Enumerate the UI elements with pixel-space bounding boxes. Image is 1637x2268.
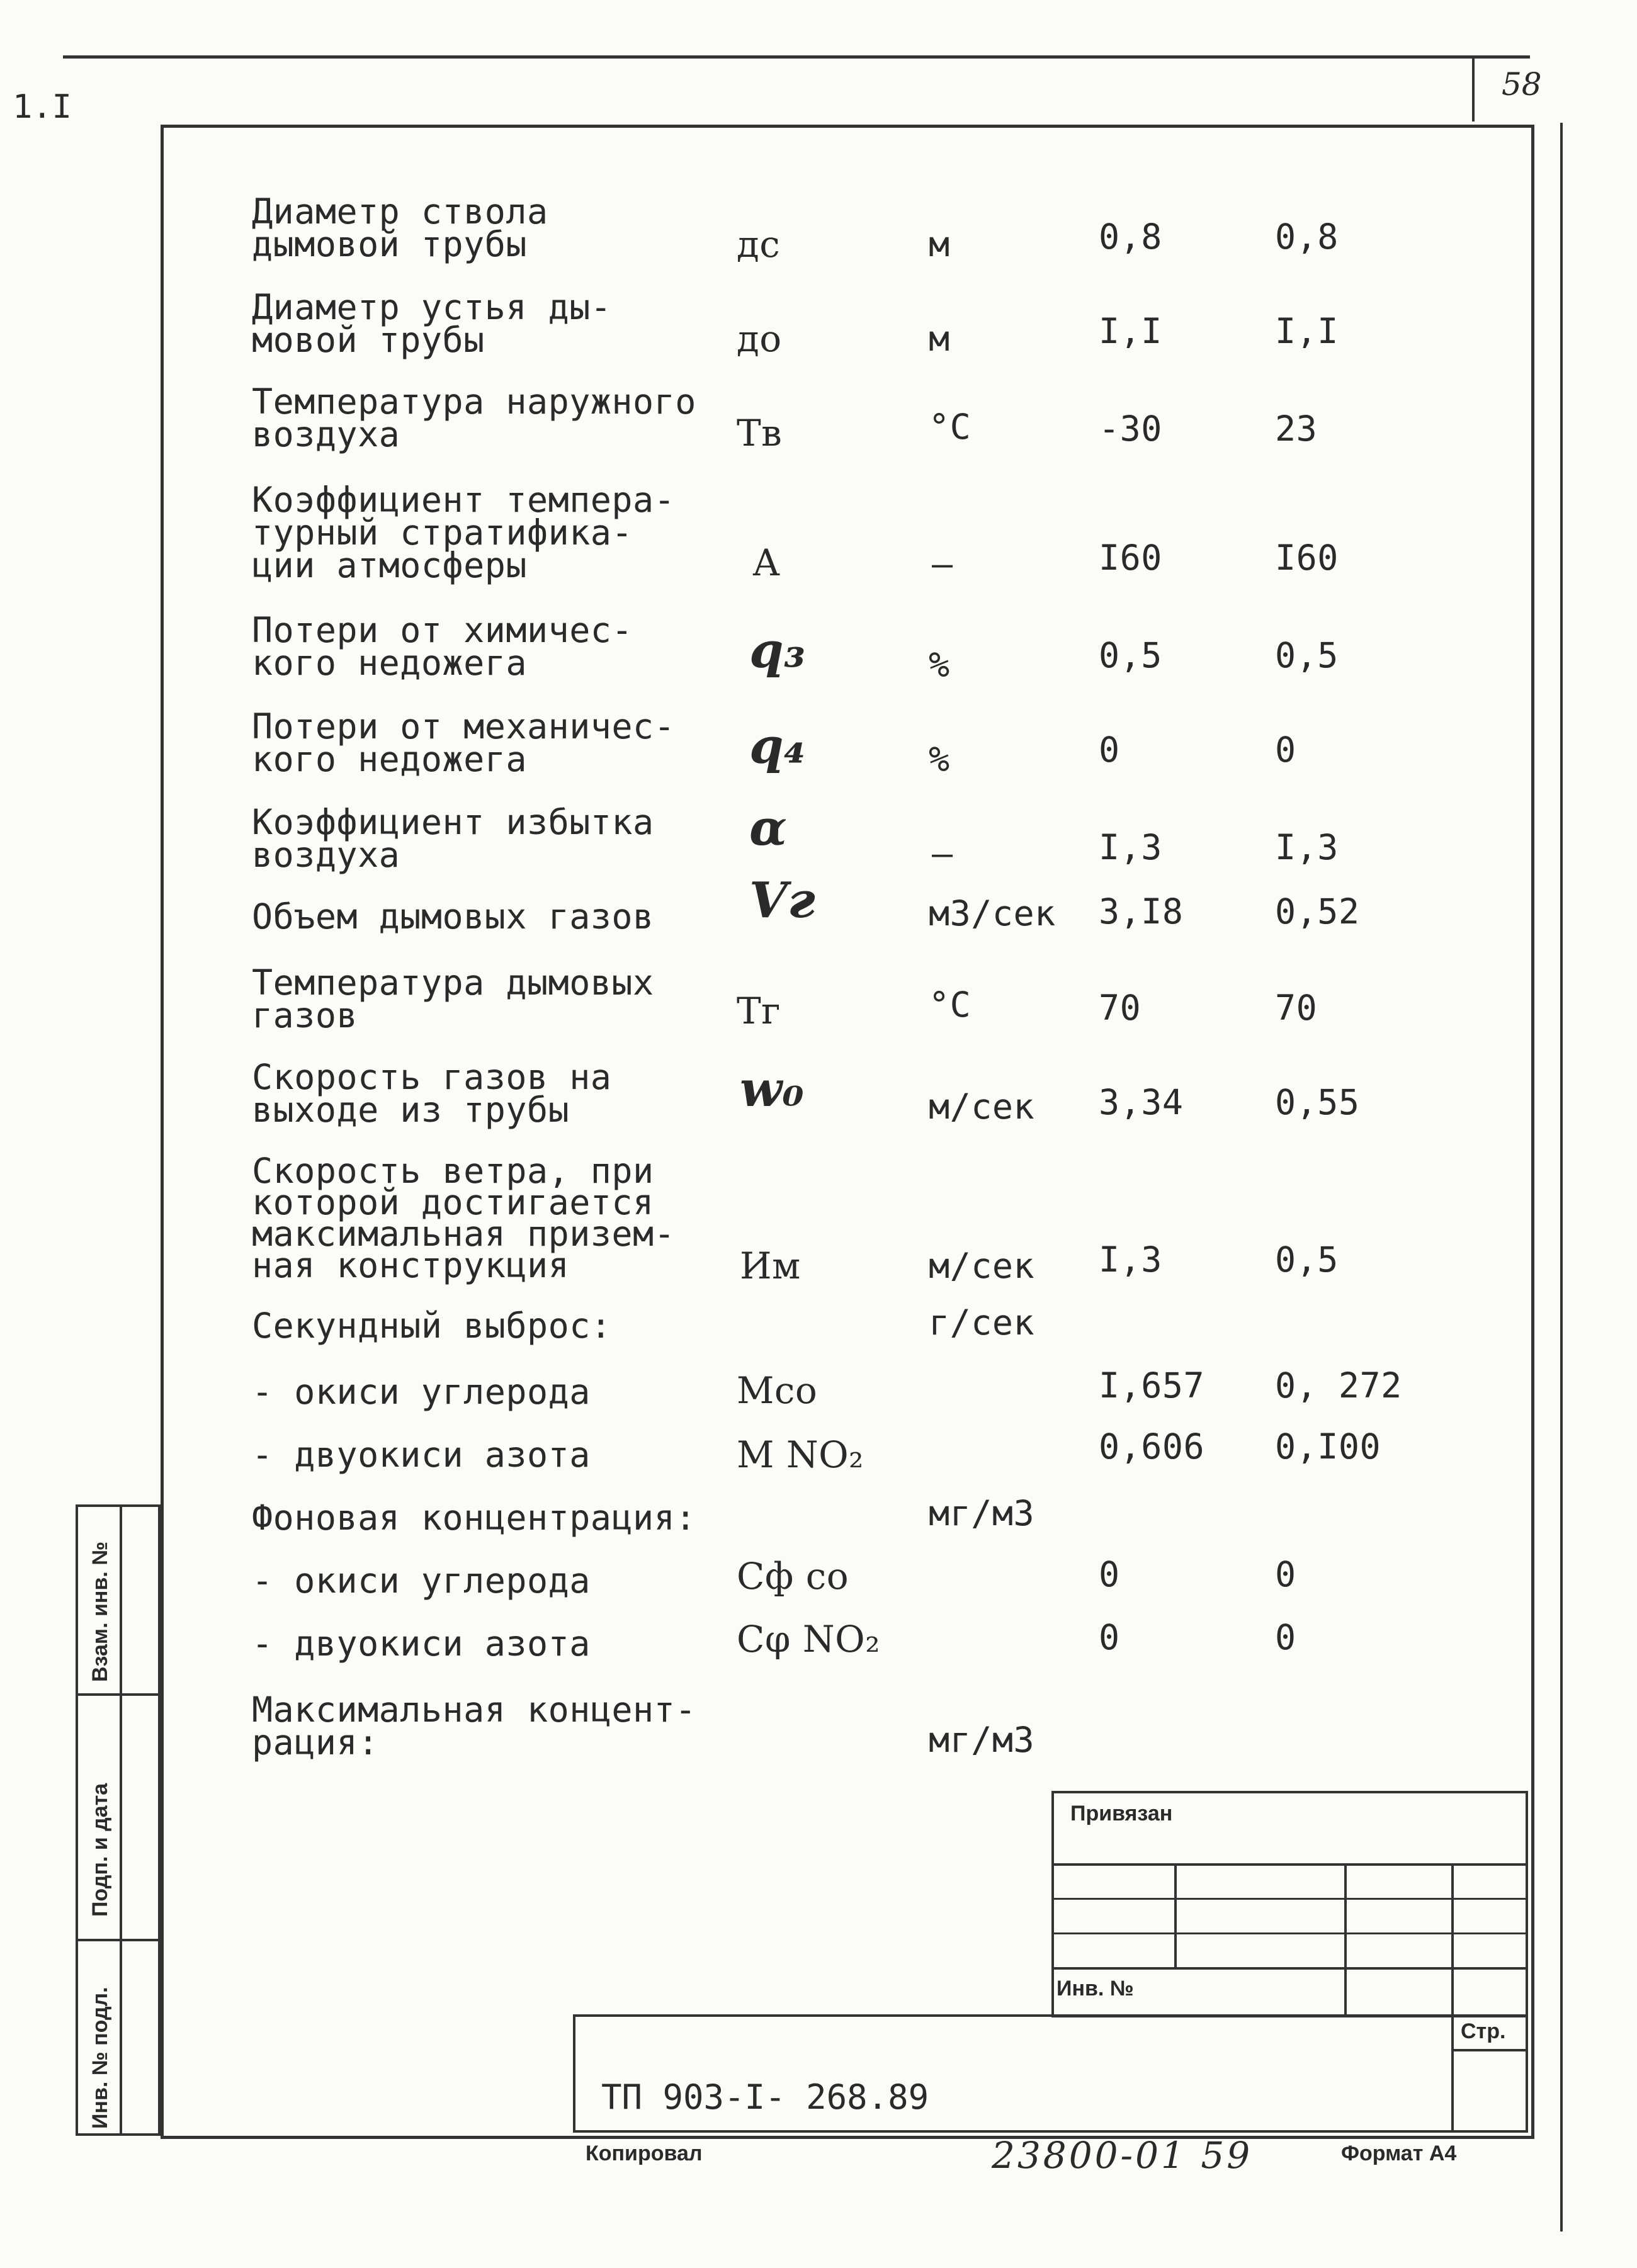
table-row-param: Температура наружного воздуха (252, 381, 696, 454)
table-row-unit: – (932, 544, 953, 584)
title-block-sheet-h (1451, 2049, 1528, 2051)
title-block-v-2 (1344, 1863, 1347, 2017)
table-row-symbol: А (752, 541, 781, 584)
table-row-param: Коэффициент темпера- турный стратифика- ции атмосферы (252, 480, 676, 585)
table-row-value-1: I,657 (1099, 1365, 1205, 1406)
table-row-unit: °С (929, 984, 971, 1025)
table-row-value-1: 0,5 (1099, 635, 1162, 675)
table-row-unit: м (929, 319, 950, 359)
table-row-param: Скорость газов на выходе из трубы (252, 1057, 612, 1130)
table-row-value-2: I,I (1275, 311, 1339, 351)
table-row-value-2: 0,52 (1275, 891, 1360, 932)
table-row-param: - окиси углерода (252, 1560, 591, 1601)
table-row-unit: % (929, 739, 950, 779)
table-row-value-2: 23 (1275, 409, 1318, 449)
table-row-unit: г/сек (929, 1302, 1035, 1343)
table-row-unit: мг/м3 (929, 1493, 1035, 1533)
table-row-value-2: 0 (1275, 730, 1296, 770)
table-row-param: Скорость ветра, при которой достигается максимальная призем- ная конструкция (252, 1151, 676, 1285)
table-row-value-1: 3,I8 (1099, 891, 1184, 932)
title-block-h-2 (1051, 1898, 1528, 1900)
table-row-value-2: 0,5 (1275, 1239, 1339, 1280)
title-block-h-1 (1051, 1863, 1528, 1866)
side-stamp-divider-2 (76, 1939, 161, 1941)
table-row-unit: м/сек (929, 1246, 1035, 1286)
table-row-symbol: Сф со (737, 1555, 849, 1598)
side-stamp-divider-1 (76, 1693, 161, 1696)
table-row-unit: – (932, 833, 953, 874)
table-row-value-1: 0,8 (1099, 217, 1162, 257)
table-row-param: Объем дымовых газов (252, 896, 654, 937)
table-row-param: Диаметр ствола дымовой трубы (252, 191, 548, 264)
table-row-param: Коэффициент избытка воздуха (252, 802, 654, 875)
table-row-symbol: Сφ NO₂ (737, 1618, 880, 1661)
table-row-unit: м (929, 224, 950, 264)
table-row-value-1: -30 (1099, 409, 1162, 449)
table-row-value-1: 0 (1099, 1554, 1120, 1594)
table-row-param: Потери от химичес- кого недожега (252, 610, 633, 683)
table-row-unit: м3/сек (929, 893, 1056, 934)
table-row-param: Фоновая концентрация: (252, 1498, 696, 1538)
table-row-symbol: w₀ (740, 1061, 805, 1118)
table-row-value-1: I,3 (1099, 1239, 1162, 1280)
table-row-symbol: q₃ (749, 622, 806, 679)
table-row-value-1: I,3 (1099, 827, 1162, 867)
table-row-param: Максимальная концент- рация: (252, 1690, 696, 1763)
title-block-h-3 (1051, 1932, 1528, 1934)
table-row-param: Секундный выброс: (252, 1306, 612, 1346)
table-row-symbol: Тг (737, 990, 781, 1032)
table-row-value-1: I,I (1099, 311, 1162, 351)
table-row-param: - окиси углерода (252, 1372, 591, 1412)
table-row-symbol: Тв (737, 412, 783, 454)
table-row-unit: % (929, 645, 950, 685)
table-row-symbol: М NO₂ (737, 1433, 864, 1476)
top-rule (63, 55, 1530, 59)
title-block-sheet-label: Стр. (1461, 2019, 1506, 2043)
table-row-param: - двуокиси азота (252, 1435, 591, 1475)
side-stamp-inv-orig: Инв. № подл. (88, 1987, 112, 2129)
table-row-value-2: 0,8 (1275, 217, 1339, 257)
table-row-param: - двуокиси азота (252, 1623, 591, 1664)
page-number: 58 (1502, 66, 1542, 103)
table-row-symbol: Им (740, 1244, 801, 1287)
table-row-symbol: дс (737, 223, 781, 266)
table-row-value-2: I,3 (1275, 827, 1339, 867)
table-row-value-2: 0 (1275, 1554, 1296, 1594)
table-row-unit: мг/м3 (929, 1720, 1035, 1760)
table-row-symbol: α (749, 799, 788, 857)
table-row-value-2: 0,55 (1275, 1082, 1360, 1122)
title-block-sheet-divider (1451, 2014, 1454, 2133)
table-row-value-1: 3,34 (1099, 1082, 1184, 1122)
table-row-param: Температура дымовых газов (252, 962, 654, 1035)
footer-format-label: Формат А4 (1341, 2141, 1457, 2165)
corner-mark-left: 1.I (13, 88, 72, 126)
table-row-value-2: 0,5 (1275, 635, 1339, 675)
table-row-value-2: 70 (1275, 988, 1318, 1028)
table-row-value-2: 0 (1275, 1617, 1296, 1657)
table-row-param: Диаметр устья ды- мовой трубы (252, 287, 612, 360)
table-row-value-1: 0 (1099, 1617, 1120, 1657)
table-row-symbol: до (737, 317, 782, 360)
table-row-value-2: I60 (1275, 538, 1339, 578)
right-outer-rule (1560, 123, 1563, 2231)
table-row-param: Потери от механичес- кого недожега (252, 706, 676, 779)
page-number-box-left-edge (1472, 55, 1475, 121)
table-row-value-1: 0 (1099, 730, 1120, 770)
table-row-value-1: I60 (1099, 538, 1162, 578)
title-block-inv-label: Инв. № (1056, 1977, 1134, 2000)
table-row-symbol: Мсо (737, 1369, 818, 1412)
footer-copied-label: Копировал (586, 2141, 703, 2165)
title-block-bound-label: Привязан (1070, 1802, 1173, 1825)
title-block-v-1 (1174, 1863, 1177, 1967)
table-row-symbol: q₄ (749, 718, 806, 775)
title-block-v-3 (1451, 1863, 1454, 2017)
side-stamp-divider-vertical (120, 1504, 122, 2136)
table-row-value-1: 0,606 (1099, 1426, 1205, 1467)
table-row-unit: м/сек (929, 1086, 1035, 1127)
table-row-value-2: 0, 272 (1275, 1365, 1402, 1406)
table-row-value-1: 70 (1099, 988, 1141, 1028)
footer-order-number: 23800-01 59 (992, 2134, 1253, 2177)
title-block-h-4 (1051, 1967, 1528, 1970)
side-stamp-inv-replace: Взам. инв. № (88, 1541, 112, 1682)
title-block-doc-code: ТП 903-I- 268.89 (601, 2077, 929, 2117)
side-stamp-sign-date: Подп. и дата (88, 1783, 112, 1917)
table-row-value-2: 0,I00 (1275, 1426, 1381, 1467)
table-row-unit: °С (929, 407, 971, 447)
table-row-symbol: Vг (749, 872, 816, 929)
